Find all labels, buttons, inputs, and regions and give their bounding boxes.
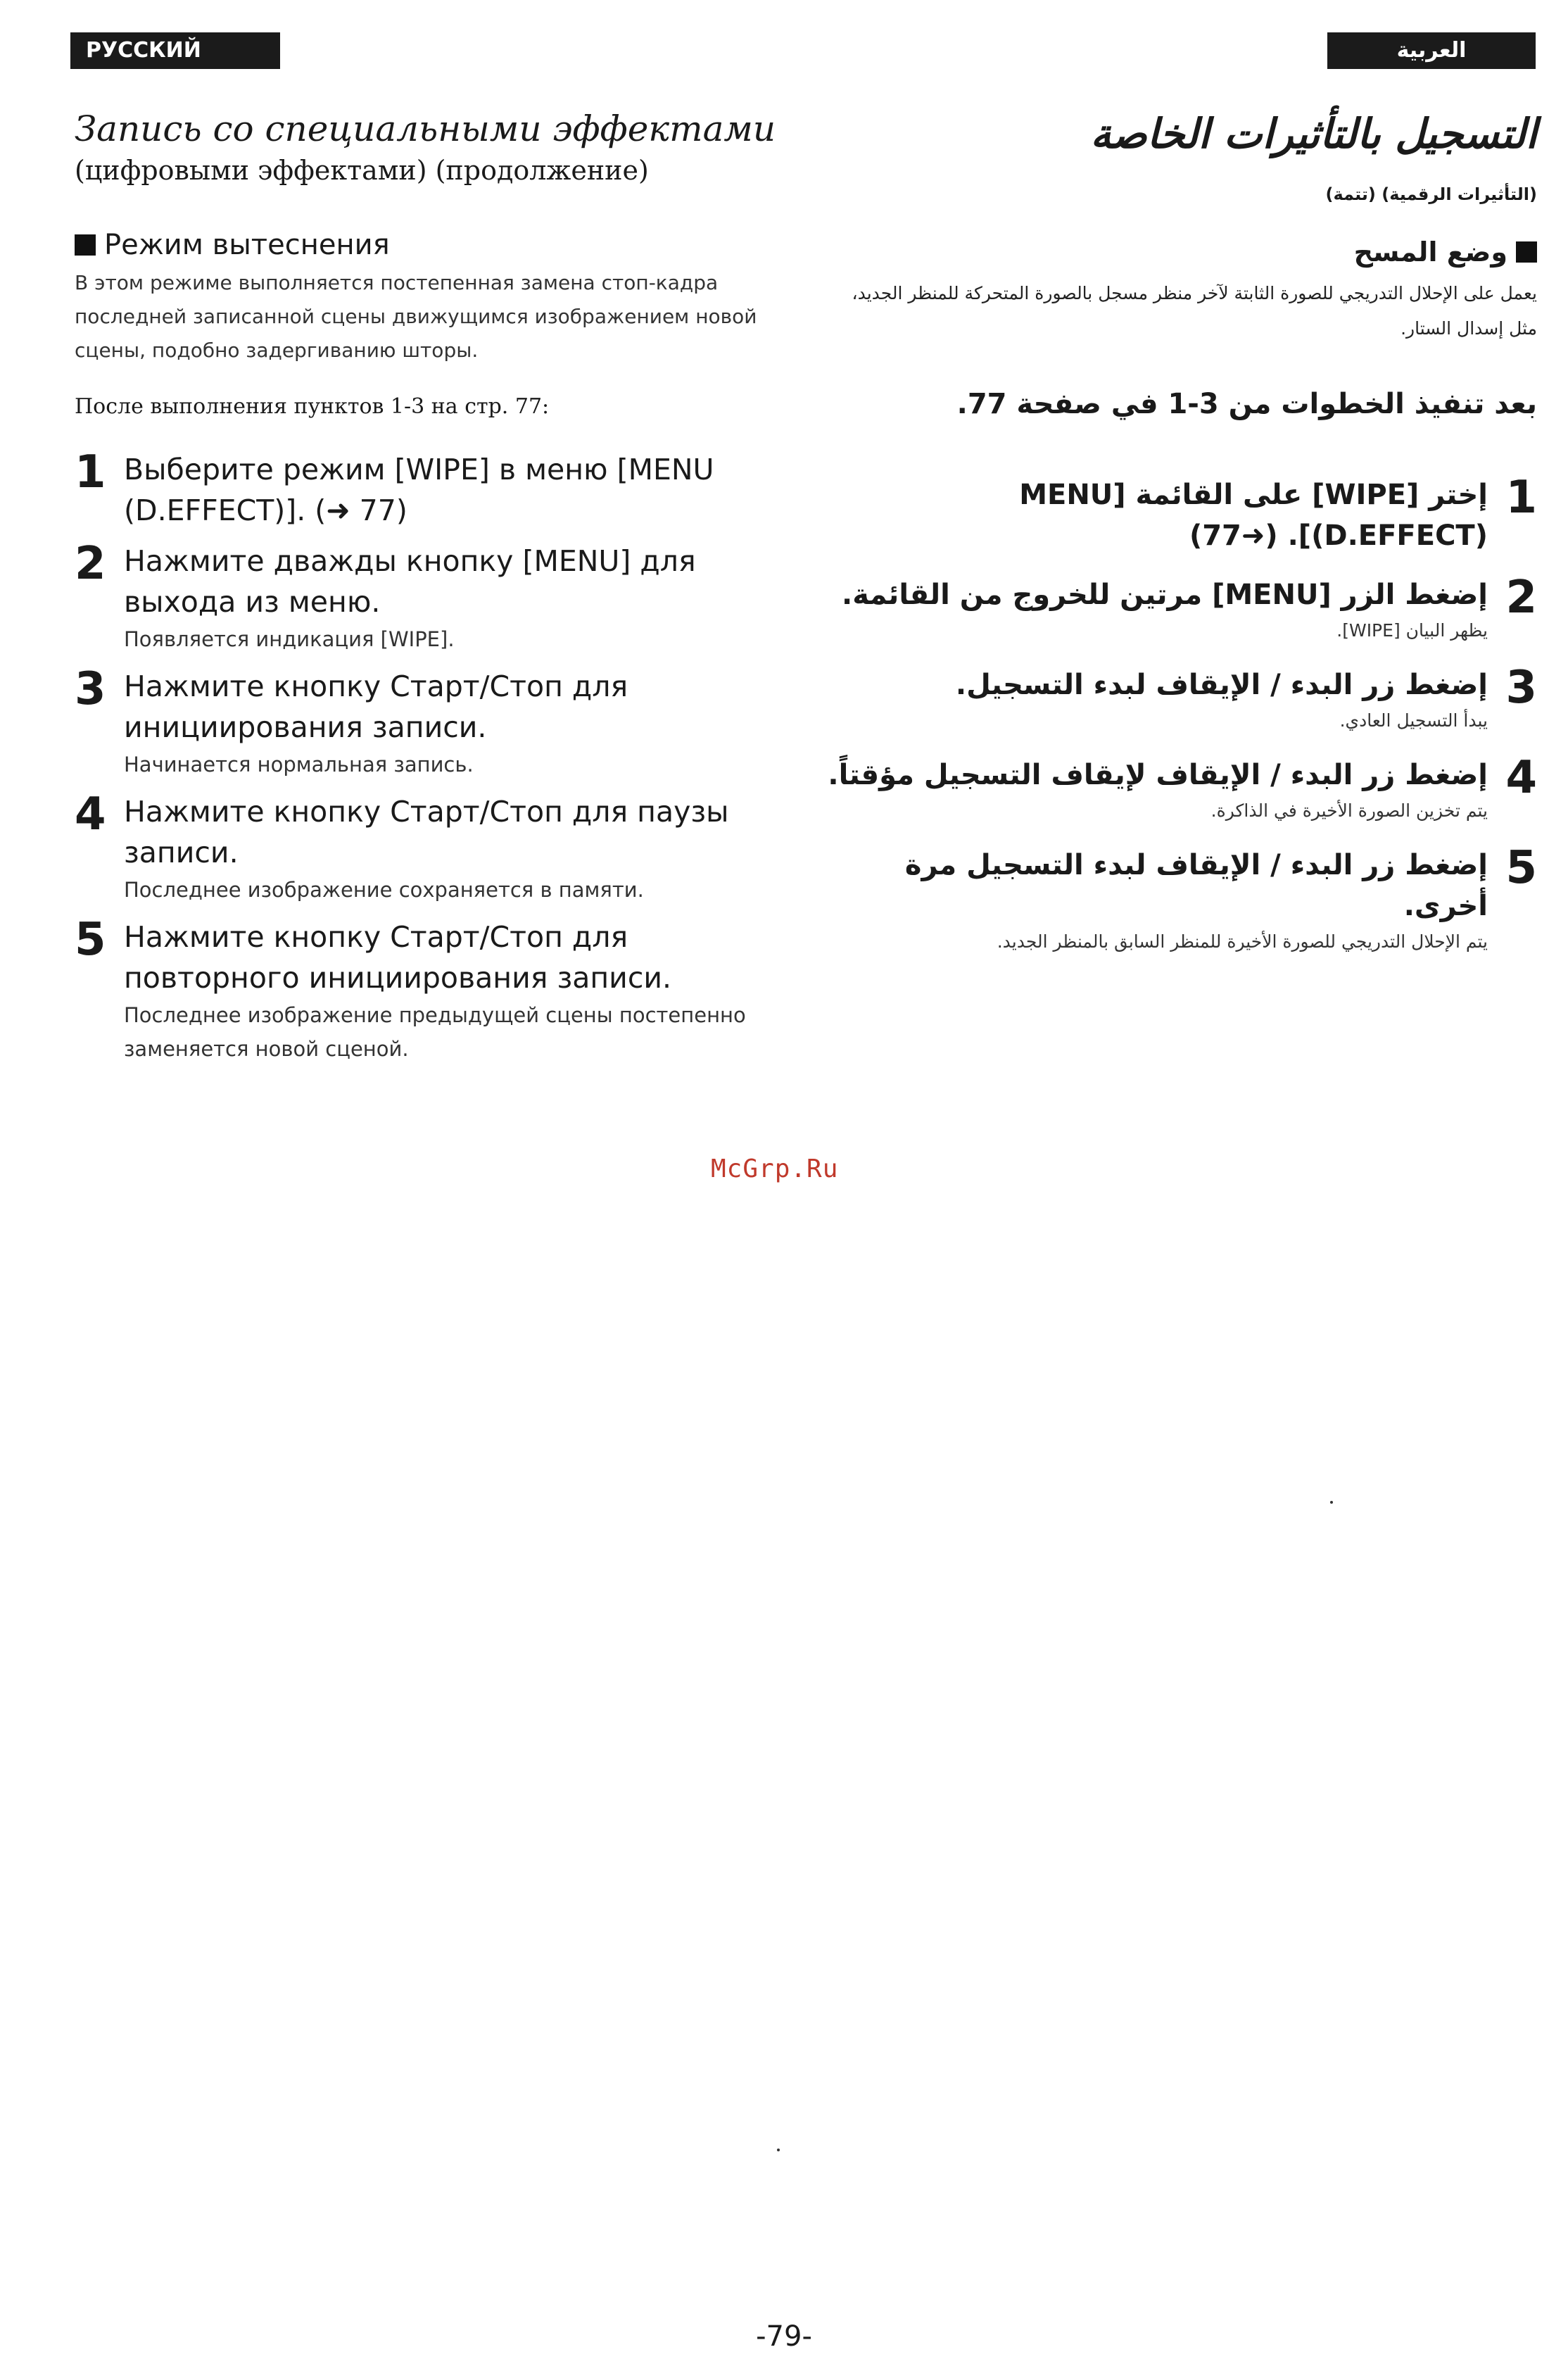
step-number: 3	[75, 663, 106, 715]
scan-speck	[777, 2149, 780, 2151]
step-note: Последнее изображение сохраняется в памяти.	[124, 878, 644, 902]
step-number: 1	[75, 446, 106, 498]
step-item	[819, 662, 1537, 736]
language-tag-arabic: العربية	[1327, 32, 1536, 69]
steps-intro-ru: После выполнения пунктов 1-3 на стр. 77:	[75, 394, 550, 419]
section-heading-ru	[75, 225, 778, 265]
step-note: يبدأ التسجيل العادي.	[1339, 710, 1488, 731]
step-instruction: إضغط الزر [MENU] مرتين للخروج من القائمة.	[842, 579, 1488, 611]
square-bullet-icon	[75, 234, 96, 256]
step-item	[75, 446, 778, 531]
step-note: Появляется индикация [WIPE].	[124, 627, 455, 651]
step-item	[75, 788, 778, 907]
section-heading-text-ar: وضع المسح	[1353, 237, 1507, 268]
section-heading-ar	[819, 232, 1537, 272]
step-instruction: إضغط زر البدء / الإيقاف لإيقاف التسجيل مؤقتاً.	[828, 759, 1488, 791]
page-subtitle-ru: (цифровыми эффектами) (продолжение)	[75, 155, 649, 186]
step-note: يتم تخزين الصورة الأخيرة في الذاكرة.	[1210, 800, 1488, 821]
section-description-ar: يعمل على الإحلال التدريجي للصورة الثابتة لآخر منظر مسجل بالصورة المتحركة للمنظر الجديد، مثل إسدال الستار.	[852, 283, 1537, 339]
step-number: 2	[1505, 572, 1537, 624]
page-title-ru: Запись со специальными эффектами	[75, 108, 776, 149]
steps-intro-ar: بعد تنفيذ الخطوات من 3-1 في صفحة 77.	[956, 388, 1537, 420]
step-item	[75, 914, 778, 1066]
step-instruction: Нажмите дважды кнопку [MENU] для выхода из меню.	[124, 544, 696, 619]
watermark: McGrp.Ru	[711, 1155, 839, 1183]
step-note: Начинается нормальная запись.	[124, 753, 474, 776]
step-item	[819, 842, 1537, 957]
steps-list-ar	[819, 474, 1537, 957]
step-item	[819, 474, 1537, 556]
step-number: 4	[75, 788, 106, 841]
page-title-ar: التسجيل بالتأثيرات الخاصة	[1090, 110, 1537, 158]
steps-list-ru	[75, 446, 778, 1066]
step-instruction: Выберите режим [WIPE] в меню [MENU (D.EFFECT)]. (➜ 77)	[124, 453, 714, 527]
step-instruction: إضغط زر البدء / الإيقاف لبدء التسجيل.	[955, 669, 1488, 701]
step-item	[75, 538, 778, 656]
step-number: 2	[75, 538, 106, 590]
step-note: يظهر البيان [WIPE].	[1336, 620, 1488, 641]
step-instruction: إضغط زر البدء / الإيقاف لبدء التسجيل مرة أخرى.	[904, 849, 1488, 922]
step-number: 5	[1505, 842, 1537, 894]
language-tag-russian: РУССКИЙ ЯЗЫК	[70, 32, 280, 69]
step-instruction: Нажмите кнопку Старт/Стоп для паузы записи.	[124, 795, 729, 869]
section-heading-text-ru: Режим вытеснения	[104, 229, 390, 261]
step-instruction: إختر [WIPE] على القائمة [MENU (D.EFFECT)]. (➜77)	[1019, 479, 1488, 552]
step-number: 3	[1505, 662, 1537, 714]
step-item	[819, 574, 1537, 646]
step-number: 4	[1505, 752, 1537, 804]
step-note: Последнее изображение предыдущей сцены постепенно заменяется новой сценой.	[124, 1003, 746, 1061]
page-number: -79-	[756, 2320, 812, 2353]
scan-speck	[1330, 1501, 1333, 1504]
step-number: 1	[1505, 472, 1537, 524]
step-item	[75, 663, 778, 781]
step-instruction: Нажмите кнопку Старт/Стоп для инициирования записи.	[124, 669, 628, 744]
page-subtitle-ar: (التأثيرات الرقمية) (تتمة)	[1325, 184, 1537, 204]
step-number: 5	[75, 914, 106, 966]
russian-column	[75, 99, 778, 1076]
square-bullet-icon	[1516, 241, 1537, 263]
section-description-ru: В этом режиме выполняется постепенная замена стоп-кадра последней записанной сцены движущимся изображением новой сцены, подобно задергиванию шторы.	[75, 271, 757, 362]
step-note: يتم الإحلال التدريجي للصورة الأخيرة للمنظر السابق بالمنظر الجديد.	[997, 931, 1488, 952]
arabic-column	[819, 106, 1537, 976]
step-item	[819, 752, 1537, 826]
step-instruction: Нажмите кнопку Старт/Стоп для повторного инициирования записи.	[124, 920, 672, 995]
